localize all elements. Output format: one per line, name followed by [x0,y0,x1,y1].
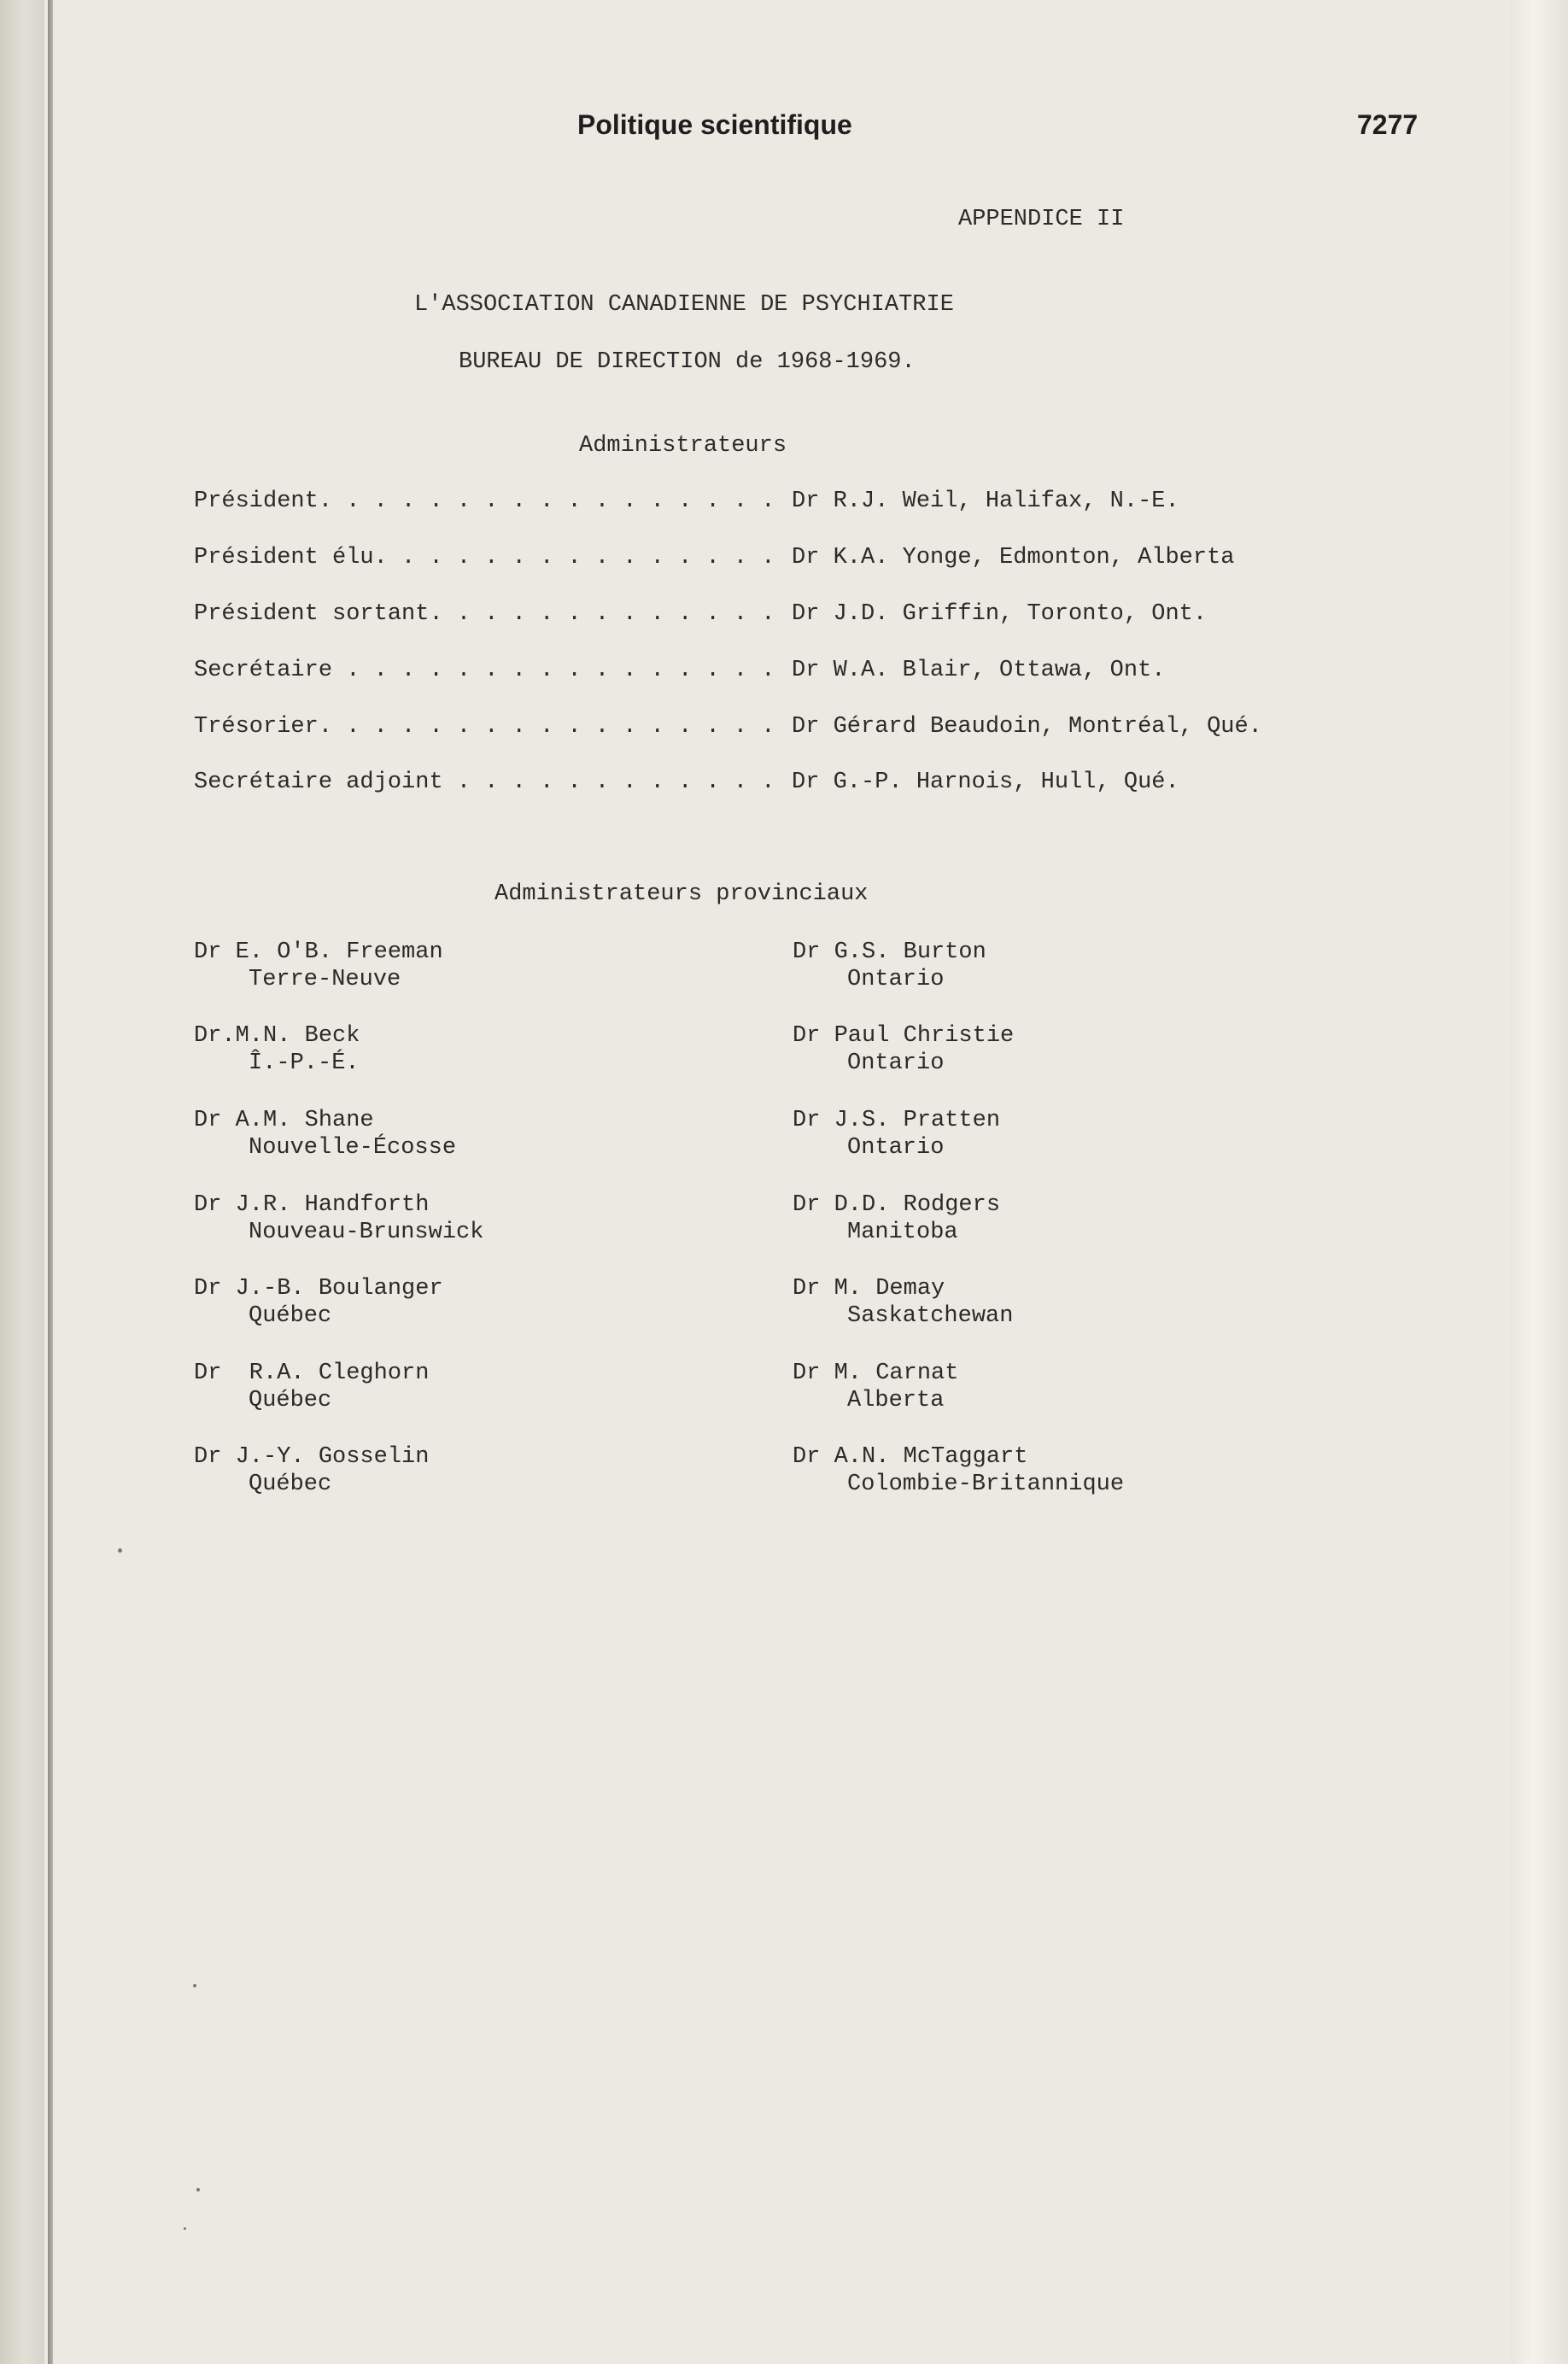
administrator-region: Nouvelle-Écosse [249,1135,457,1161]
administrator-region: Saskatchewan [847,1303,1014,1329]
administrator-name: Dr J.S. Pratten [793,1108,1001,1133]
provincial-entry [793,939,1390,993]
provincial-entry [793,1443,1390,1498]
provincial-entry [194,1107,792,1162]
officer-name: Dr R.J. Weil, Halifax, N.-E. [792,489,1179,514]
administrator-region: Ontario [847,967,945,992]
page-number: 7277 [1357,109,1419,140]
running-title: Politique scientifique [577,109,852,140]
provincial-entry [793,1191,1390,1246]
officer-row [194,769,1304,799]
provincial-entry [194,1360,792,1414]
administrator-region: Ontario [847,1135,945,1161]
provincial-entry [194,1191,792,1246]
provincial-entry [793,1107,1390,1162]
administrator-name: Dr A.M. Shane [194,1108,374,1133]
administrator-name: Dr Paul Christie [793,1023,1015,1049]
administrator-name: Dr E. O'B. Freeman [194,939,443,965]
appendix-label: APPENDICE II [958,207,1125,232]
officer-name: Dr Gérard Beaudoin, Montréal, Qué. [792,714,1262,740]
administrator-name: Dr D.D. Rodgers [793,1192,1001,1218]
administrator-region: Québec [249,1472,332,1497]
officer-name: Dr J.D. Griffin, Toronto, Ont. [792,601,1208,627]
print-speck [184,2227,186,2230]
officer-role: Trésorier. . . . . . . . . . . . . . . . . [194,714,775,740]
provincial-entry [793,1022,1390,1077]
officer-role: Secrétaire . . . . . . . . . . . . . . . . [194,658,775,683]
officer-row [194,713,1304,744]
administrator-name: Dr.M.N. Beck [194,1023,360,1049]
administrator-region: Î.-P.-É. [249,1050,360,1076]
officer-row [194,544,1304,575]
provincial-entry [194,1443,792,1498]
officer-row [194,657,1304,688]
officer-role: Président sortant. . . . . . . . . . . . . [194,601,775,627]
officer-role: Secrétaire adjoint . . . . . . . . . . . . [194,769,775,795]
administrator-region: Nouveau-Brunswick [249,1220,484,1245]
print-speck [193,1984,196,1987]
administrator-region: Québec [249,1303,332,1329]
officer-role: Président élu. . . . . . . . . . . . . . . [194,545,775,571]
administrator-name: Dr J.-Y. Gosselin [194,1444,430,1470]
administrator-region: Alberta [847,1388,945,1413]
administrator-region: Québec [249,1388,332,1413]
binding-shadow [48,0,53,2364]
administrator-name: Dr M. Carnat [793,1360,959,1386]
officer-row [194,600,1304,631]
print-speck [196,2188,200,2191]
administrator-name: Dr A.N. McTaggart [793,1444,1028,1470]
administrator-region: Terre-Neuve [249,967,401,992]
officer-name: Dr G.-P. Harnois, Hull, Qué. [792,769,1179,795]
page-edge [1510,0,1568,2364]
provincial-entry [793,1360,1390,1414]
administrator-region: Colombie-Britannique [847,1472,1125,1497]
board-title: BUREAU DE DIRECTION de 1968-1969. [459,349,916,375]
provincial-entry [194,1275,792,1330]
administrator-name: Dr J.-B. Boulanger [194,1276,443,1302]
administrator-name: Dr M. Demay [793,1276,945,1302]
administrator-name: Dr J.R. Handforth [194,1192,430,1218]
administrator-name: Dr G.S. Burton [793,939,986,965]
administrator-region: Ontario [847,1050,945,1076]
provincial-heading: Administrateurs provinciaux [494,881,869,907]
officer-name: Dr W.A. Blair, Ottawa, Ont. [792,658,1166,683]
administrator-name: Dr R.A. Cleghorn [194,1360,430,1386]
organization-name: L'ASSOCIATION CANADIENNE DE PSYCHIATRIE [414,292,954,318]
officer-role: Président. . . . . . . . . . . . . . . . . [194,489,775,514]
print-speck [118,1548,122,1553]
provincial-entry [194,1022,792,1077]
officer-row [194,488,1304,518]
officer-name: Dr K.A. Yonge, Edmonton, Alberta [792,545,1235,571]
administrator-region: Manitoba [847,1220,958,1245]
provincial-entry [793,1275,1390,1330]
provincial-entry [194,939,792,993]
officers-heading: Administrateurs [579,433,787,459]
page-binding [0,0,44,2364]
